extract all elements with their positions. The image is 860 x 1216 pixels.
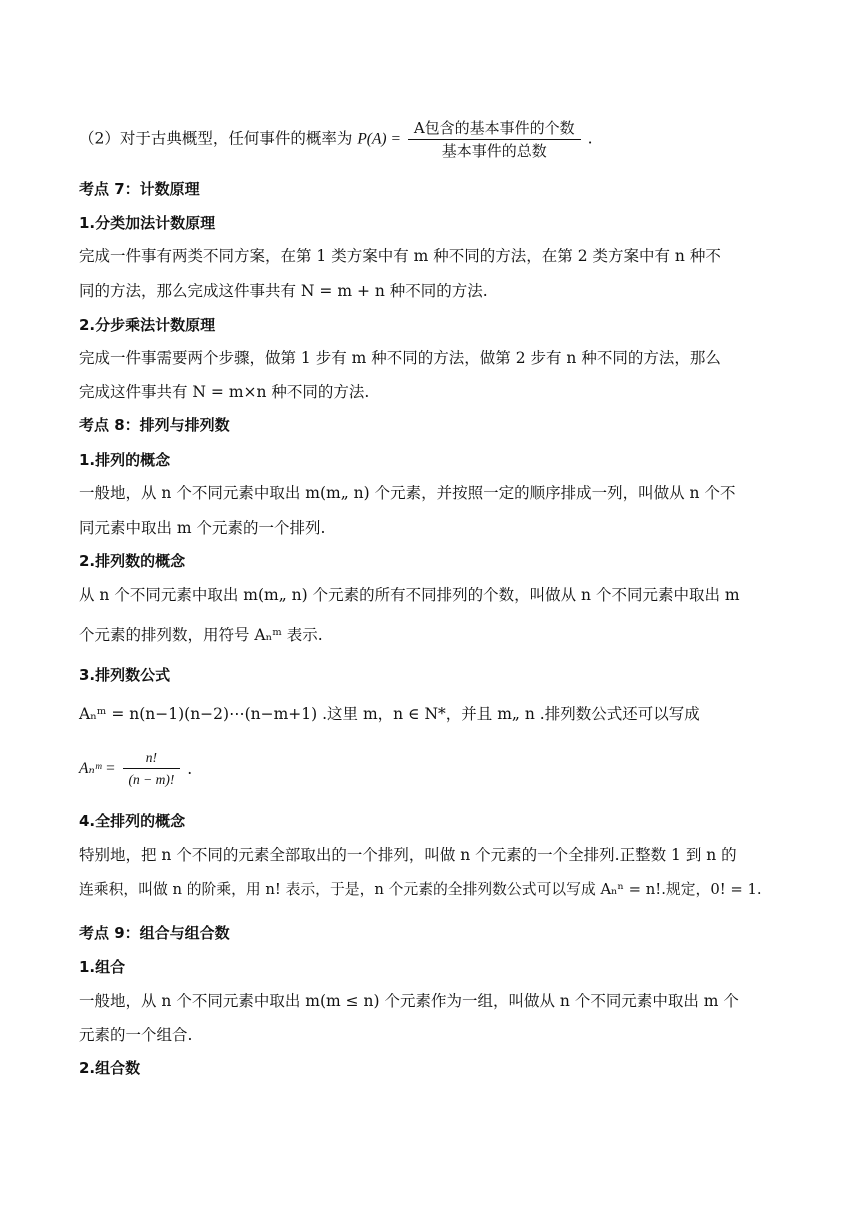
fraction-denominator: (n − m)! <box>128 772 175 787</box>
formula-lhs: P(A) = <box>357 130 401 148</box>
subsection-title: 2.分步乘法计数原理 <box>79 316 216 334</box>
fraction-denominator: 基本事件的总数 <box>441 142 547 160</box>
paragraph-line: 同的方法，那么完成这件事共有 N = m + n 种不同的方法. <box>79 282 488 300</box>
subsection-title: 2.组合数 <box>79 1059 141 1077</box>
permutation-fraction-line <box>79 748 192 789</box>
paragraph-line: 一般地，从 n 个不同元素中取出 m(m ≤ n) 个元素作为一组，叫做从 n 个不同元素中取出 m 个 <box>79 992 739 1010</box>
section-title-kaodian9: 考点 9：组合与组合数 <box>79 924 230 942</box>
paragraph-line: 一般地，从 n 个不同元素中取出 m(m„ n) 个元素，并按照一定的顺序排成一列，叫做从 n 个不 <box>79 484 736 502</box>
paragraph-line: 元素的一个组合. <box>79 1026 193 1044</box>
probability-fraction <box>408 118 581 161</box>
probability-formula-line <box>79 118 593 161</box>
paragraph-line: 同元素中取出 m 个元素的一个排列. <box>79 519 326 537</box>
fraction-numerator: A包含的基本事件的个数 <box>408 118 581 140</box>
fraction-numerator: n! <box>123 748 181 769</box>
paragraph-line: 特别地，把 n 个不同的元素全部取出的一个排列，叫做 n 个元素的一个全排列.正整数 1 到 n 的 <box>79 846 737 864</box>
formula-line: Aₙᵐ = n(n−1)(n−2)⋯(n−m+1) .这里 m，n ∈ N*，并且 m„ n .排列数公式还可以写成 <box>79 705 700 723</box>
subsection-title: 1.分类加法计数原理 <box>79 214 216 232</box>
fraction-lhs: Aₙᵐ = <box>79 759 116 777</box>
subsection-title: 2.排列数的概念 <box>79 552 186 570</box>
fraction-suffix: . <box>187 759 193 778</box>
paragraph-line: 个元素的排列数，用符号 Aₙᵐ 表示. <box>79 626 323 644</box>
section-title-kaodian7: 考点 7：计数原理 <box>79 180 200 198</box>
formula-prefix: （2）对于古典概型，任何事件的概率为 <box>79 129 353 148</box>
subsection-title: 1.组合 <box>79 958 126 976</box>
subsection-title: 3.排列数公式 <box>79 666 171 684</box>
subsection-title: 4.全排列的概念 <box>79 812 186 830</box>
permutation-fraction <box>123 748 181 789</box>
subsection-title: 1.排列的概念 <box>79 451 171 469</box>
paragraph-line: 连乘积，叫做 n 的阶乘，用 n! 表示，于是，n 个元素的全排列数公式可以写成 Aₙⁿ = n!.规定，0! = 1. <box>79 881 762 898</box>
paragraph-line: 完成一件事有两类不同方案，在第 1 类方案中有 m 种不同的方法，在第 2 类方案中有 n 种不 <box>79 247 721 265</box>
formula-suffix: . <box>587 129 593 148</box>
section-title-kaodian8: 考点 8：排列与排列数 <box>79 416 230 434</box>
paragraph-line: 完成这件事共有 N = m×n 种不同的方法. <box>79 383 370 401</box>
paragraph-line: 完成一件事需要两个步骤，做第 1 步有 m 种不同的方法，做第 2 步有 n 种不同的方法，那么 <box>79 349 721 367</box>
paragraph-line: 从 n 个不同元素中取出 m(m„ n) 个元素的所有不同排列的个数，叫做从 n 个不同元素中取出 m <box>79 586 740 604</box>
